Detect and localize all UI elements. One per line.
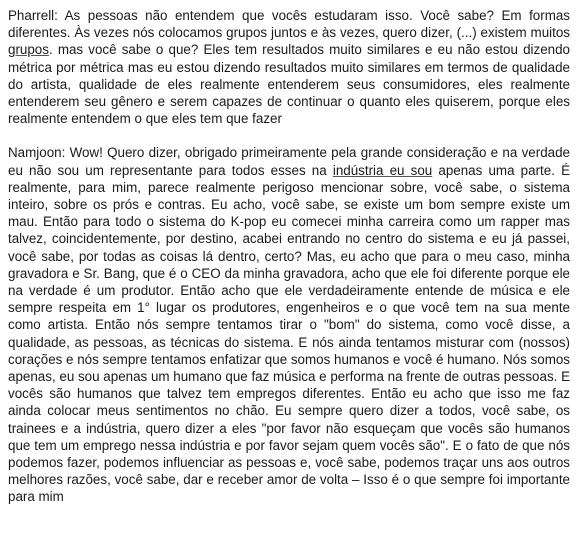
underlined-text: grupos <box>8 42 49 58</box>
paragraph-text: Pharrell: As pessoas não entendem que vocês estudaram isso. Você sabe? Em formas diferentes. Às vezes nós colocamos grupos juntos e às vezes, quero dizer, (...) existem muitos <box>8 8 570 41</box>
paragraph-text: apenas uma parte. É realmente, para mim, parece realmente perigoso mencionar sobre, você sabe, o sistema inteiro, sobre os prós e contras. Eu acho, você sabe, se existe um bom sempre existe um mau. Então para todo o sistema do K-pop eu comecei minha carreira como um rapper mas talvez, coincidentemente, por destino, acabei entrando no centro do sistema e eu já passei, você sabe, por todas as coisas lá dentro, certo? Mas, eu acho que para o meu caso, minha gravadora e Sr. Bang, que é o CEO da minha gravadora, acho que ele foi diferente porque ele na verdade é um produtor. Então acho que ele verdadeiramente entende de música e ele sempre respeita em 1° lugar os produtores, engenheiros e o que você tem na sua mente como artista. Então nós sempre tentamos tirar o "bom" do sistema, como você disse, a qualidade, as pessoas, as técnicas do sistema. E nós ainda tentamos misturar com (nossos) corações e nós sempre tentamos enfatizar que somos humanos e você é humano. Nós somos apenas, eu sou apenas um humano que faz música e performa na frente de outras pessoas. E vocês são humanos que talvez tem empregos diferentes. Então eu acho que isso me faz ainda colocar meus sentimentos no chão. Eu sempre quero dizer a todos, você sabe, os trainees e a indústria, quero dizer a eles "por favor não esqueçam que vocês são humanos que tem um emprego nessa indústria e por favor sejam quem vocês são". E o fato de que nós podemos fazer, podemos influenciar as pessoas e, você sabe, podemos traçar uns aos outros melhores razões, você sabe, dar e receber amor de volta – Isso é o que sempre foi importante para mim <box>8 162 571 505</box>
paragraph-text: . mas você sabe o que? Eles tem resultados muito similares e eu não estou dizendo métrica por métrica mas eu estou dizendo resultados muito similares em termos de qualidade do artista, qualidade de eles realmente entenderem seus consumidores, eles realmente entenderem seu gênero e serem capazes de continuar o quanto eles quiserem, porque eles realmente entendem o que eles tem que fazer <box>8 42 570 127</box>
document-body <box>8 7 570 523</box>
paragraph-pharrell <box>8 7 570 127</box>
paragraph-namjoon <box>8 144 570 505</box>
paragraph-text: Namjoon: Wow! Quero dizer, obrigado primeiramente pela grande consideração e na verdade eu não sou um representante para todos esses na <box>8 145 570 178</box>
underlined-text: indústria eu sou <box>332 162 433 178</box>
